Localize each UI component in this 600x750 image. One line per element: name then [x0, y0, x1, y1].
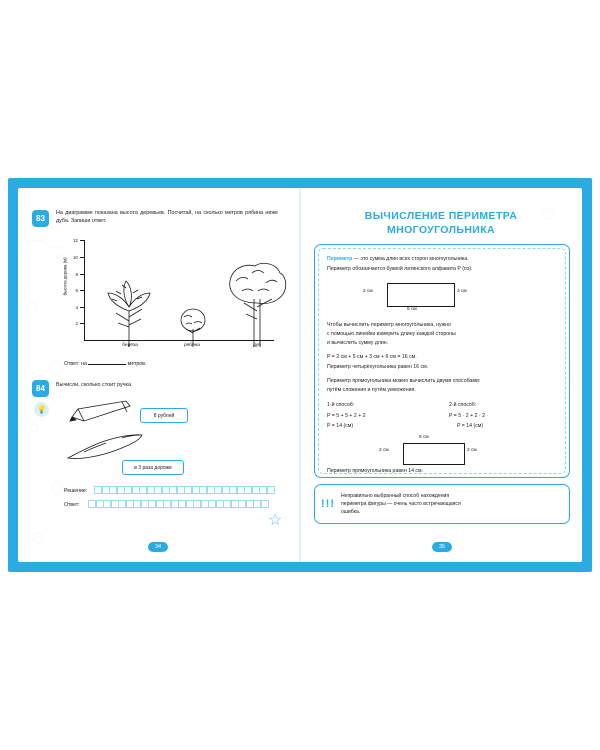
chart-ytick-6	[80, 290, 85, 291]
pen-price-box: в 3 раза дороже	[122, 460, 184, 475]
solution-grid[interactable]	[94, 486, 274, 494]
chapter-title-line2: МНОГОУГОЛЬНИКА	[386, 223, 496, 236]
chart-xtick-oak: дуб	[253, 343, 261, 348]
left-page	[18, 188, 300, 562]
pen-icon	[62, 432, 148, 462]
chart-xtick-rowan: рябина	[184, 343, 200, 348]
warning-note-line2: периметра фигуры — очень часто встречающаяся	[341, 500, 461, 507]
figure-quadrilateral	[387, 283, 455, 307]
howto-line1: Чтобы вычислить периметр многоугольника, нужно	[327, 322, 451, 328]
chapter-title-line1: ВЫЧИСЛЕНИЕ ПЕРИМЕТРА	[364, 210, 518, 222]
task-83-answer-blank[interactable]	[88, 358, 126, 365]
tree-oak-icon	[222, 259, 292, 347]
method2-title: 2-й способ:	[449, 402, 477, 408]
tree-rowan-icon	[174, 307, 212, 347]
pencil-price-box: 8 рублей	[140, 408, 188, 423]
warning-note-text	[341, 492, 569, 516]
warning-note-box	[314, 484, 570, 524]
chart-ytick-10	[80, 257, 85, 258]
chart-ytick-2	[80, 323, 85, 324]
method1-result: P = 14 (см)	[327, 423, 354, 429]
chart-ytick-12	[80, 240, 85, 241]
rect-intro-line1: Периметр прямоугольника можно вычислить двумя способами:	[327, 378, 481, 384]
task-number-84: 84	[32, 380, 49, 397]
figure-rectangle	[403, 443, 465, 465]
chart-y-axis-title: Высота дерева (м)	[62, 257, 68, 296]
chart-ytick-label-2: 2	[75, 321, 78, 326]
book-pages	[18, 188, 582, 562]
hint-bulb-icon: 💡	[34, 402, 49, 417]
howto-line2: с помощью линейки измерить длину каждой стороны	[327, 331, 456, 337]
rect-intro-line2: путём сложения и путём умножения.	[327, 387, 416, 393]
figure1-bottom-label: 5 см	[407, 307, 417, 312]
chart-xtick-birch: берёза	[122, 343, 138, 348]
pencil-icon	[64, 398, 138, 424]
figure1-left-label: 2 см	[363, 289, 373, 294]
answer-label: Ответ:	[64, 502, 80, 508]
definition-rest: — это сумма длин всех сторон многоугольника.	[352, 256, 469, 262]
star-decoration-icon: ☆	[268, 512, 283, 529]
page-number-left: 34	[148, 542, 168, 552]
chapter-title	[316, 210, 566, 237]
result-quadrilateral: Периметр четырёхугольника равен 16 см.	[327, 364, 429, 370]
definition-line	[327, 255, 559, 263]
result-rectangle: Периметр прямоугольника равен 14 см.	[327, 468, 424, 474]
definition-keyword: Периметр	[327, 256, 353, 262]
task-83-answer-prefix: Ответ: на	[64, 361, 87, 367]
grid-cell[interactable]	[261, 500, 269, 508]
chart-ytick-label-4: 4	[75, 305, 78, 310]
task-number-83: 83	[32, 210, 49, 227]
definition-line2: Периметр обозначается буквой латинского алфавита P (пэ).	[327, 266, 473, 272]
method1-title: 1-й способ:	[327, 402, 355, 408]
formula-quadrilateral: P = 2 см + 5 см + 3 см + 6 см = 16 см.	[327, 354, 417, 360]
howto-line3: и вычислить сумму длин.	[327, 340, 389, 346]
solution-label: Решение:	[64, 488, 88, 494]
chart-ytick-8	[80, 274, 85, 275]
chart-ytick-4	[80, 307, 85, 308]
grid-cell[interactable]	[267, 486, 275, 494]
method2-formula: P = 5 · 2 + 2 · 2	[449, 413, 485, 419]
method1-formula: P = 5 + 5 + 2 + 2	[327, 413, 366, 419]
figure1-right-label: 3 см	[457, 289, 467, 294]
task-83-answer-suffix: метров.	[127, 361, 147, 367]
tree-height-chart	[62, 240, 274, 348]
right-page	[300, 188, 582, 562]
answer-grid[interactable]	[88, 500, 268, 508]
chart-ytick-label-10: 10	[72, 255, 78, 260]
task-84-text: Вычисли, сколько стоит ручка.	[56, 382, 133, 388]
task-83-text: На диаграмме показана высота деревьев. Посчитай, на сколько метров рябина ниже дуба. Запиши ответ.	[56, 210, 278, 225]
figure2-right-label: 2 см	[467, 448, 477, 453]
warning-note-line3: ошибка.	[341, 509, 361, 516]
chart-ytick-label-6: 6	[75, 288, 78, 293]
theory-box	[314, 244, 570, 478]
chart-ytick-label-12: 12	[72, 238, 78, 243]
figure2-top-label: 5 см	[419, 435, 429, 440]
book-spread	[8, 178, 592, 572]
figure2-left-label: 2 см	[379, 448, 389, 453]
warning-note-line1: Неправильно выбранный способ нахождения	[341, 492, 450, 499]
page-number-right: 35	[432, 542, 452, 552]
tree-birch-icon	[98, 277, 160, 347]
task-83-answer-row	[64, 358, 146, 367]
method2-result: P = 14 (см)	[457, 423, 484, 429]
chart-ytick-label-8: 8	[75, 272, 78, 277]
exclamation-marks-icon: !!!	[321, 498, 335, 510]
